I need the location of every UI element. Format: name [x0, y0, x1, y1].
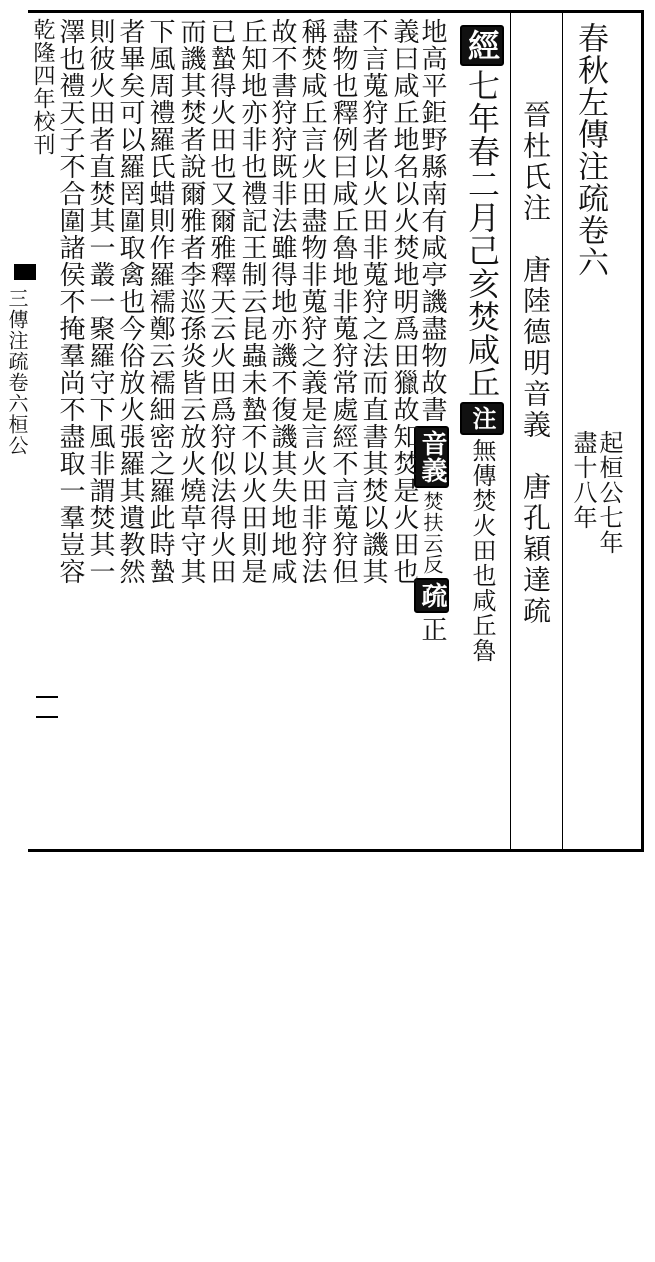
fish-tail-mark	[14, 264, 36, 280]
commentary-text: 稱焚咸丘言火田盡物非蒐狩之義是言火田非狩法	[297, 18, 327, 585]
colophon-text: 乾隆四年校刊	[30, 18, 55, 156]
zhu-text: 無傳焚火田也咸丘魯	[468, 438, 496, 663]
authors-line	[516, 100, 554, 932]
commentary-column-9	[175, 18, 206, 850]
yinyi-marker: 音義	[414, 426, 449, 488]
column-rule	[562, 12, 563, 850]
range-text-2: 盡十八年	[569, 430, 597, 530]
jing-text: 七年春二月己亥焚咸丘	[463, 69, 501, 399]
commentary-column-1	[418, 18, 449, 850]
commentary-text: 故不書狩狩既非法雖得地亦譏不復譏其失地地咸	[267, 18, 297, 585]
commentary-column-2	[388, 18, 419, 850]
authors-text: 晉杜氏注 唐陸德明音義 唐孔穎達疏	[519, 100, 552, 627]
yinyi-text: 焚扶云反	[420, 491, 444, 575]
commentary-column-11	[114, 18, 145, 850]
commentary-text: 丘知地亦非也禮記王制云昆蟲未蟄不以火田則是	[237, 18, 267, 585]
commentary-text: 義曰咸丘地名以火焚地明爲田獵故知焚是火田也	[389, 18, 419, 585]
commentary-text: 而譏其焚者說爾雅者李巡孫炎皆云放火燒草守其	[176, 18, 206, 585]
page-number-mark	[36, 690, 58, 734]
zheng-marker: 正	[417, 616, 447, 643]
commentary-column-6	[266, 18, 297, 850]
commentary-column-10	[144, 18, 175, 850]
commentary-text: 則彼火田者直焚其一叢一聚羅守下風非謂焚其一	[85, 18, 115, 585]
margin-text: 三傳注疏卷六桓公	[5, 288, 29, 456]
volume-range-2	[570, 430, 596, 1262]
commentary-text: 已蟄得火田也又爾雅釋天云火田爲狩似法得火田	[206, 18, 236, 585]
commentary-column-4	[327, 18, 358, 850]
jing-line	[464, 22, 504, 854]
commentary-column-7	[236, 18, 267, 850]
commentary-text: 澤也禮天子不合圍諸侯不掩羣尚不盡取一羣豈容	[55, 18, 85, 585]
commentary-text: 盡物也釋例曰咸丘魯地非蒐狩常處經不言蒐狩但	[328, 18, 358, 585]
commentary-column-12	[84, 18, 115, 850]
commentary-text: 下風周禮羅氏蜡則作羅襦鄭云襦細密之羅此時蟄	[145, 18, 175, 585]
shu-marker: 疏	[414, 578, 449, 613]
volume-range-1	[596, 430, 622, 1262]
commentary-column-3	[357, 18, 388, 850]
commentary-column-13	[54, 18, 85, 850]
commentary-column-8	[205, 18, 236, 850]
margin-title	[6, 288, 28, 1120]
commentary-text: 不言蒐狩者以火田非蒐狩之法而直書其焚以譏其	[358, 18, 388, 585]
commentary-text: 地高平鉅野縣南有咸亭譏盡物故書	[417, 18, 447, 423]
title-text: 春秋左傳注疏卷六	[572, 22, 608, 278]
jing-marker: 經	[460, 25, 504, 66]
commentary-text: 者畢矣可以羅罔圍取禽也今俗放火張羅其遺教然	[115, 18, 145, 585]
range-text-1: 起桓公七年	[595, 430, 623, 555]
column-rule	[510, 12, 511, 850]
commentary-column-5	[296, 18, 327, 850]
zhu-marker: 注	[460, 402, 504, 435]
